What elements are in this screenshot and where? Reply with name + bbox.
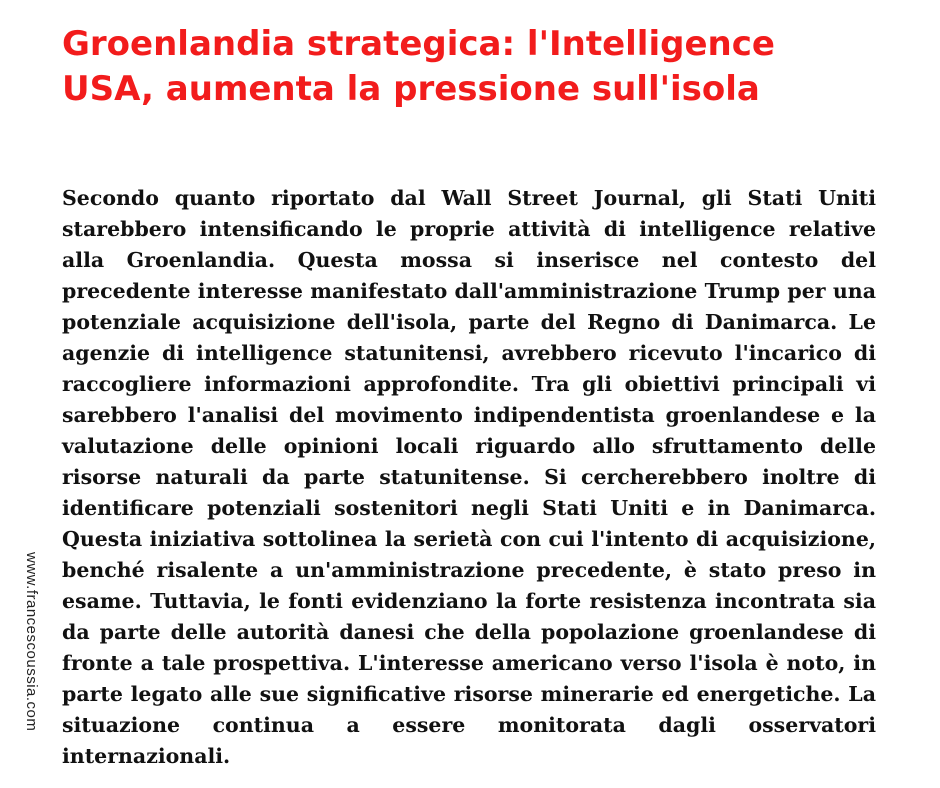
article-title: Groenlandia strategica: l'Intelligence USA, aumenta la pressione sull'isola <box>62 24 775 109</box>
article-body: Secondo quanto riportato dal Wall Street Journal, gli Stati Uniti starebbero intensificando le proprie attività di intelligence relative alla Groenlandia. Questa mossa si inserisce nel contesto del precedente interesse manifestato dall'amministrazione Trump per una potenziale acquisizione dell'isola, parte del Regno di Danimarca. Le agenzie di intelligence statunitensi, avrebbero ricevuto l'incarico di raccogliere informazioni approfondite. Tra gli obiettivi principali vi sarebbero l'analisi del movimento indipendentista groenlandese e la valutazione delle opinioni locali riguardo allo sfruttamento delle risorse naturali da parte statunitense. Si cercherebbero inoltre di identificare potenziali sostenitori negli Stati Uniti e in Danimarca. Questa iniziativa sottolinea la serietà con cui l'intento di acquisizione, benché risalente a un'amministrazione precedente, è stato preso in esame. Tuttavia, le fonti evidenziano la forte resistenza incontrata sia da parte delle autorità danesi che della popolazione groenlandese di fronte a tale prospettiva. L'interesse americano verso l'isola è noto, in parte legato alle sue significative risorse minerarie ed energetiche. La situazione continua a essere monitorata dagli osservatori internazionali. <box>62 186 876 768</box>
website-url-watermark: www.francescoussia.com <box>23 552 40 732</box>
